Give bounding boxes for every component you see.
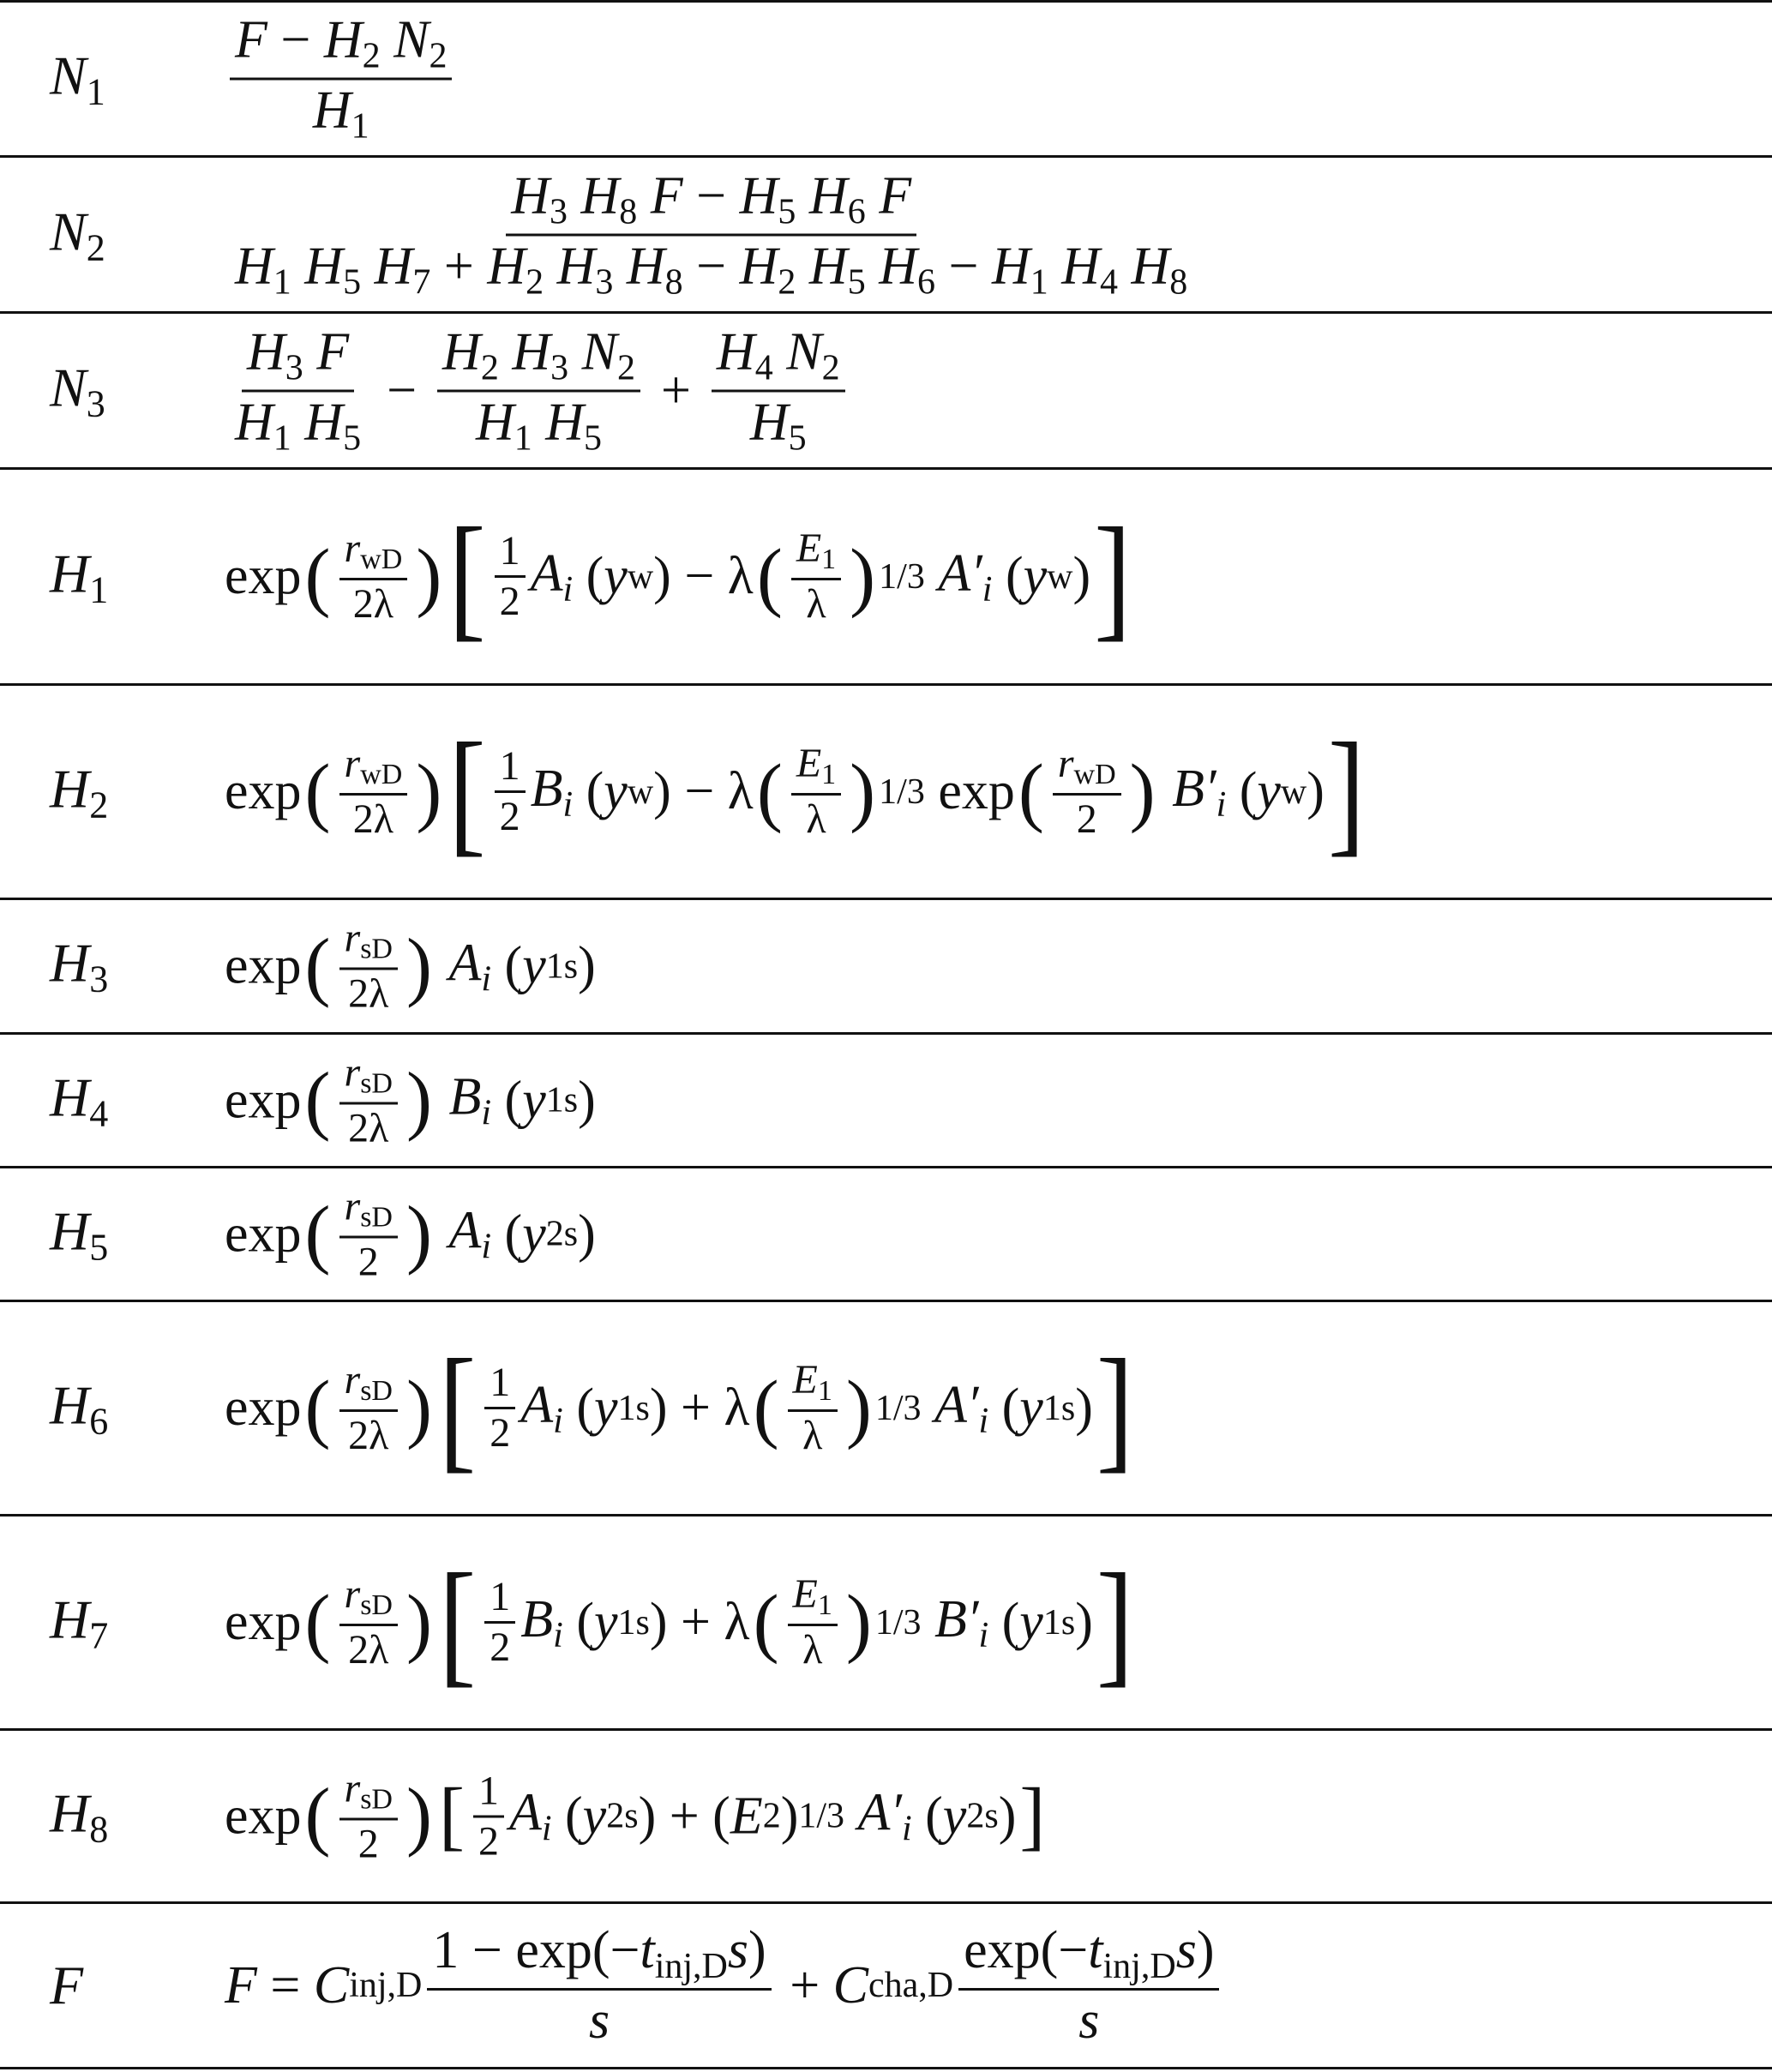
fraction: $\frac{H_3 F}{H_1 H_5}$ xyxy=(235,322,362,458)
row-expression: exp ( $\frac{r_{sD}}{2\lambda}$ ) [ $\frac{1}{2}$ $B_i$ ( y 1s ) + λ ( $\frac{E_1}{\lambda}$ ) 1/3 $B'_i$ ( y 1s ) ] xyxy=(225,1545,1134,1700)
row-symbol: $H_4$ xyxy=(50,1066,109,1134)
row-expression: $\frac{H_3 F}{H_1 H_5}$ − $\frac{H_2 H_3 N_2}{H_1 H_5}$ + $\frac{H_4 N_2}{H_5}$ xyxy=(225,325,850,456)
row-symbol: $H_6$ xyxy=(50,1374,109,1442)
row-symbol: $H_8$ xyxy=(50,1782,109,1850)
row-symbol: $N_1$ xyxy=(50,45,105,113)
row-expression xyxy=(225,10,457,147)
row-symbol: $H_1$ xyxy=(50,543,109,610)
row-symbol: $H_3$ xyxy=(50,932,109,1000)
row-expression xyxy=(225,166,1198,302)
fraction: $\frac{F - H_2 N_2}{H_1}$ xyxy=(230,14,452,145)
row-expression: exp ( $\frac{r_{wD}}{2\lambda}$ ) [ $\frac{1}{2}$ $B_i$ ( y w ) − λ ( $\frac{E_1}{\lambda}$ ) 1/3 exp ( $\frac{r_{wD}}{2}$ ) $B'_i$ ( y w ) ] xyxy=(225,714,1366,869)
row-expression: exp ( $\frac{r_{wD}}{2\lambda}$ ) [ $\frac{1}{2}$ $A_i$ ( y w ) − λ ( $\frac{E_1}{\lambda}$ ) 1/3 $A'_i$ ( y w ) ] xyxy=(225,499,1132,654)
table-row xyxy=(0,1035,1772,1166)
table-rule xyxy=(0,2067,1772,2069)
fraction: $\frac{H_4 N_2}{H_5}$ xyxy=(712,325,845,456)
table-row xyxy=(0,1731,1772,1901)
row-expression: exp ( $\frac{r_{sD}}{2}$ ) $A_i$ ( y 2s ) xyxy=(225,1183,596,1284)
table-row xyxy=(0,470,1772,683)
table-row xyxy=(0,1516,1772,1728)
row-expression: exp ( $\frac{r_{sD}}{2}$ ) [ $\frac{1}{2}$ $A_i$ ( y 2s ) + ( E 2 ) 1/3 $A'_i$ ( y 2s ) ] xyxy=(225,1765,1046,1866)
table-row xyxy=(0,158,1772,311)
row-symbol: F xyxy=(50,1955,84,2015)
table-row xyxy=(0,900,1772,1032)
table-row xyxy=(0,686,1772,898)
table-row xyxy=(0,1302,1772,1514)
row-symbol: $H_5$ xyxy=(50,1200,109,1268)
fraction: $\frac{H_2 H_3 N_2}{H_1 H_5}$ xyxy=(437,325,640,456)
fraction: $\frac{\exp(-t_{inj,D}s)}{s}$ xyxy=(958,1924,1219,2047)
row-symbol: $H_2$ xyxy=(50,758,109,826)
row-symbol: $H_7$ xyxy=(50,1589,109,1656)
row-symbol: $N_2$ xyxy=(50,201,105,268)
table-row xyxy=(0,1168,1772,1300)
fraction: $\frac{H_3 H_8 F - H_5 H_6 F}{H_1 H_5 H_7 + H_2 H_3 H_8 - H_2 H_5 H_6 - H_1 H_4 H_8}$ xyxy=(235,166,1188,302)
row-expression: exp ( $\frac{r_{sD}}{2\lambda}$ ) $A_i$ ( y 1s ) xyxy=(225,915,596,1017)
row-expression: F = C inj,D $\frac{1 - \exp(-t_{inj,D}s)}{s}$ + C cha,D $\frac{\exp(-t_{inj,D}s)}{s}$ xyxy=(225,1924,1224,2047)
fraction: $\frac{1 - \exp(-t_{inj,D}s)}{s}$ xyxy=(427,1924,771,2047)
row-symbol: $N_3$ xyxy=(50,357,105,424)
row-expression: exp ( $\frac{r_{sD}}{2\lambda}$ ) [ $\frac{1}{2}$ $A_i$ ( y 1s ) + λ ( $\frac{E_1}{\lambda}$ ) 1/3 $A'_i$ ( y 1s ) ] xyxy=(225,1330,1134,1486)
table-row xyxy=(0,1904,1772,2067)
table-row xyxy=(0,314,1772,467)
table-row xyxy=(0,3,1772,155)
row-expression: exp ( $\frac{r_{sD}}{2\lambda}$ ) $B_i$ ( y 1s ) xyxy=(225,1049,596,1150)
